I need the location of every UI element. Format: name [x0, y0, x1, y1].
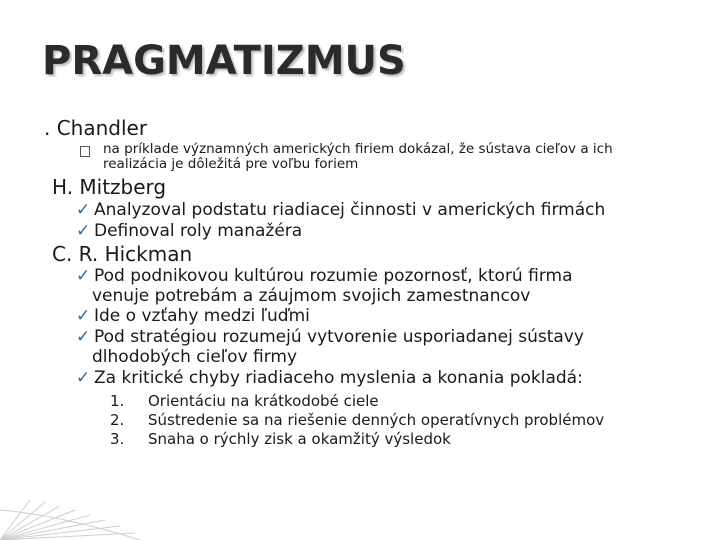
hickman-item-3-line2: dlhodobých cieľov firmy	[92, 347, 298, 367]
list-number: 1.	[110, 392, 125, 410]
checkmark-icon: ✓	[76, 266, 91, 286]
slide-title: PRAGMATIZMUS	[42, 38, 406, 84]
checkmark-icon: ✓	[76, 368, 91, 388]
list-number: 2.	[110, 411, 125, 429]
heading-mitzberg: H. Mitzberg	[52, 175, 167, 199]
numbered-item-3: Snaha o rýchly zisk a okamžitý výsledok	[148, 430, 451, 448]
chandler-text-line2: realizácia je dôležitá pre voľbu foriem	[103, 156, 359, 172]
list-number: 3.	[110, 430, 125, 448]
numbered-item-2: Sústredenie sa na riešenie denných operatívnych problémov	[148, 411, 605, 429]
hickman-item-2: Ide o vzťahy medzi ľuďmi	[94, 306, 310, 326]
checkmark-icon: ✓	[76, 221, 91, 241]
checkmark-icon: ✓	[76, 306, 91, 326]
chandler-text-line1: na príklade významných amerických firiem dokázal, že sústava cieľov a ich	[103, 141, 613, 157]
mitzberg-item-1: Analyzoval podstatu riadiacej činnosti v amerických firmách	[94, 200, 606, 220]
hickman-item-4: Za kritické chyby riadiaceho myslenia a konania pokladá:	[94, 368, 583, 388]
hickman-item-1-line1: Pod podnikovou kultúrou rozumie pozornosť, ktorú firma	[94, 266, 573, 286]
hickman-item-3-line1: Pod stratégiou rozumejú vytvorenie usporiadanej sústavy	[94, 327, 584, 347]
square-bullet-icon	[80, 146, 90, 157]
heading-hickman: C. R. Hickman	[52, 242, 193, 266]
corner-decoration	[0, 440, 140, 540]
hickman-item-1-line2: venuje potrebám a záujmom svojich zamestnancov	[92, 286, 531, 306]
checkmark-icon: ✓	[76, 327, 91, 347]
mitzberg-item-2: Definoval roly manažéra	[94, 221, 303, 241]
heading-chandler: . Chandler	[44, 116, 148, 140]
numbered-item-1: Orientáciu na krátkodobé ciele	[148, 392, 379, 410]
checkmark-icon: ✓	[76, 200, 91, 220]
